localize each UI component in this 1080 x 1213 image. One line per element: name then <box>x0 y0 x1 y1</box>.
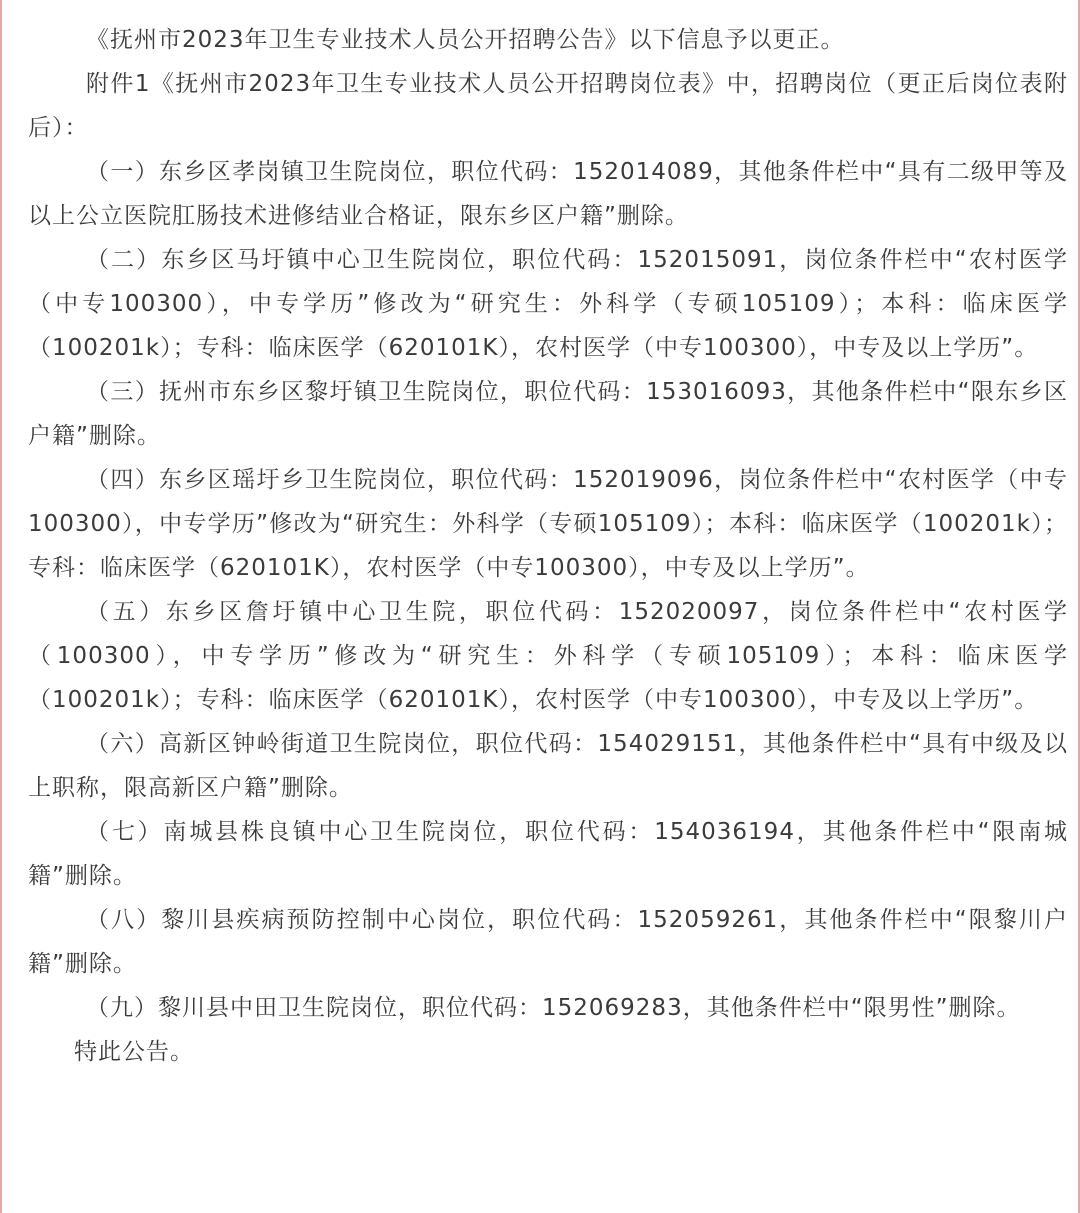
correction-item-1: （一）东乡区孝岗镇卫生院岗位，职位代码：152014089，其他条件栏中“具有二级甲等及以上公立医院肛肠技术进修结业合格证，限东乡区户籍”删除。 <box>28 159 1068 229</box>
attachment-paragraph: 附件1《抚州市2023年卫生专业技术人员公开招聘岗位表》中，招聘岗位（更正后岗位表附后）： <box>28 71 1068 141</box>
intro-paragraph: 《抚州市2023年卫生专业技术人员公开招聘公告》以下信息予以更正。 <box>86 27 845 53</box>
correction-item-2: （二）东乡区马圩镇中心卫生院岗位，职位代码：152015091，岗位条件栏中“农村医学（中专100300），中专学历”修改为“研究生：外科学（专硕105109）；本科：临床医学（100201k）；专科：临床医学（620101K），农村医学（中专100300），中专及以上学历”。 <box>28 247 1068 361</box>
correction-item-8: （八）黎川县疾病预防控制中心岗位，职位代码：152059261，其他条件栏中“限黎川户籍”删除。 <box>28 907 1068 977</box>
correction-item-6: （六）高新区钟岭街道卫生院岗位，职位代码：154029151，其他条件栏中“具有中级及以上职称，限高新区户籍”删除。 <box>28 731 1068 801</box>
correction-item-7: （七）南城县株良镇中心卫生院岗位，职位代码：154036194，其他条件栏中“限南城籍”删除。 <box>28 819 1068 889</box>
correction-item-9: （九）黎川县中田卫生院岗位，职位代码：152069283，其他条件栏中“限男性”删除。 <box>86 995 1021 1021</box>
correction-item-5: （五）东乡区詹圩镇中心卫生院，职位代码：152020097，岗位条件栏中“农村医学（100300），中专学历”修改为“研究生：外科学（专硕105109）；本科：临床医学（100201k）；专科：临床医学（620101K），农村医学（中专100300），中专及以上学历”。 <box>28 599 1068 713</box>
correction-item-4: （四）东乡区瑶圩乡卫生院岗位，职位代码：152019096，岗位条件栏中“农村医学（中专100300），中专学历”修改为“研究生：外科学（专硕105109）；本科：临床医学（100201k）；专科：临床医学（620101K），农村医学（中专100300），中专及以上学历”。 <box>28 467 1068 581</box>
correction-item-3: （三）抚州市东乡区黎圩镇卫生院岗位，职位代码：153016093，其他条件栏中“限东乡区户籍”删除。 <box>28 379 1068 449</box>
closing-line: 特此公告。 <box>74 1039 194 1065</box>
